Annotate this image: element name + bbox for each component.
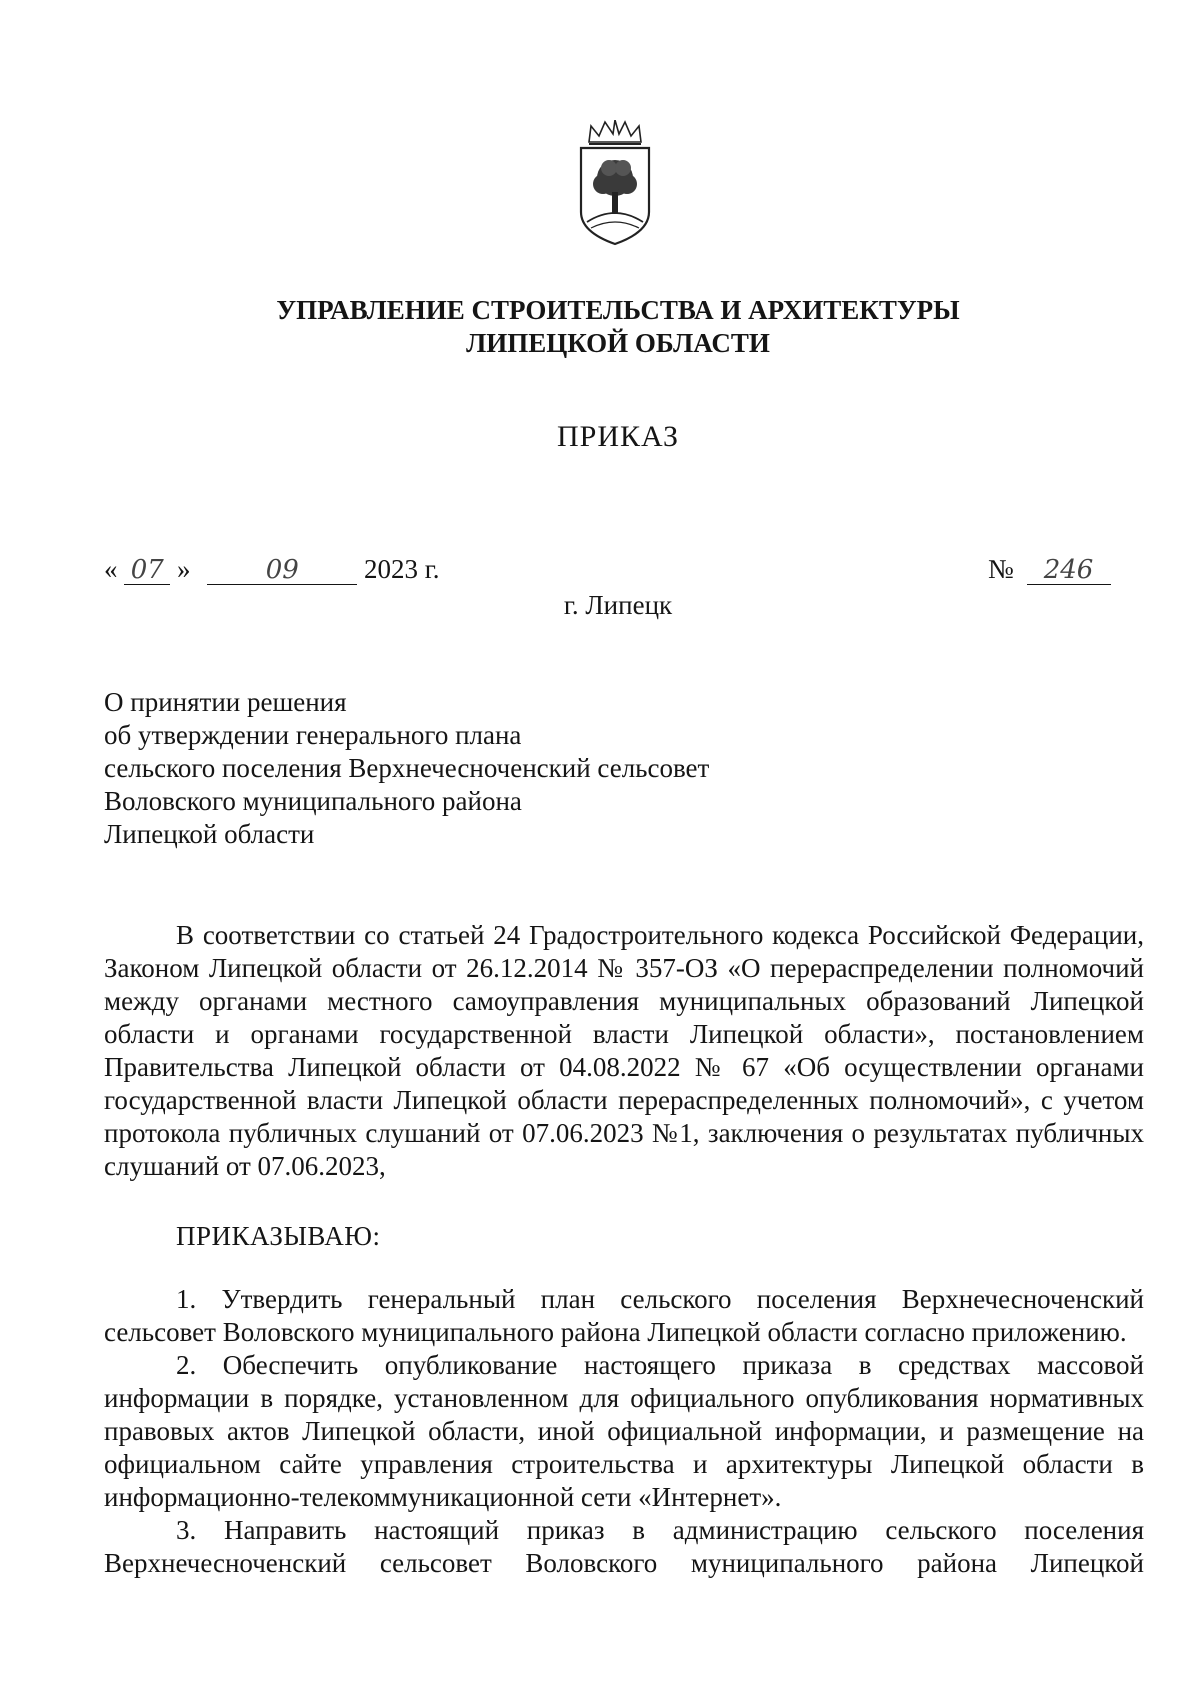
subject-line: Воловского муниципального района [104,786,522,816]
subject-line: Липецкой области [104,819,315,849]
order-item-1: 1. Утвердить генеральный план сельского поселения Верхнечесноченский сельсовет Воловского муниципального района Липецкой области согласно приложению. [104,1284,1144,1347]
order-items [104,1283,1144,1580]
subject-line: О принятии решения [104,687,347,717]
organization-name-line1: УПРАВЛЕНИЕ СТРОИТЕЛЬСТВА И АРХИТЕКТУРЫ [276,295,960,325]
date-month-handwritten: 09 [265,555,299,585]
document-subject [104,686,709,851]
date-day-handwritten: 07 [130,555,164,585]
order-item-2: 2. Обеспечить опубликование настоящего приказа в средствах массовой информации в порядке, установленном для официального опубликования нормативных правовых актов Липецкой области, иной официальной информации, и размещение на официальном сайте управления строительства и архитектуры Липецкой области в информационно-телекоммуникационной сети «Интернет». [104,1350,1144,1512]
quote-close: » [177,554,191,584]
subject-line: сельского поселения Верхнечесноченский сельсовет [104,753,710,783]
document-city: г. Липецк [563,590,673,620]
date-year: 2023 г. [364,554,440,584]
coat-of-arms-emblem [573,120,657,250]
organization-name-line2: ЛИПЕЦКОЙ ОБЛАСТИ [466,328,770,358]
preamble-block [104,919,1144,1183]
number-label: № [988,554,1014,584]
order-item-3: 3. Направить настоящий приказ в администрацию сельского поселения Верхнечесноченский сельсовет Воловского муниципального района Липецкой [104,1515,1144,1578]
document-number [988,553,1111,585]
subject-line: об утверждении генерального плана [104,720,522,750]
coat-of-arms-icon [573,120,657,250]
document-date [104,553,440,585]
date-day-field [124,555,170,585]
document-type-title: ПРИКАЗ [557,420,679,453]
number-handwritten: 246 [1043,555,1094,585]
quote-open: « [104,554,118,584]
preamble-paragraph: В соответствии со статьей 24 Градостроительного кодекса Российской Федерации, Законом Липецкой области от 26.12.2014 № 357-ОЗ «О перераспределении полномочий между органами местного самоуправления муниципальных образований Липецкой области и органами государственной власти Липецкой области», постановлением Правительства Липецкой области от 04.08.2022 № 67 «Об осуществлении органами государственной власти Липецкой области перераспределенных полномочий», с учетом протокола публичных слушаний от 07.06.2023 №1, заключения о результатах публичных слушаний от 07.06.2023, [104,920,1144,1181]
number-field [1027,555,1111,585]
date-month-field [207,555,357,585]
order-word: ПРИКАЗЫВАЮ: [176,1221,381,1251]
